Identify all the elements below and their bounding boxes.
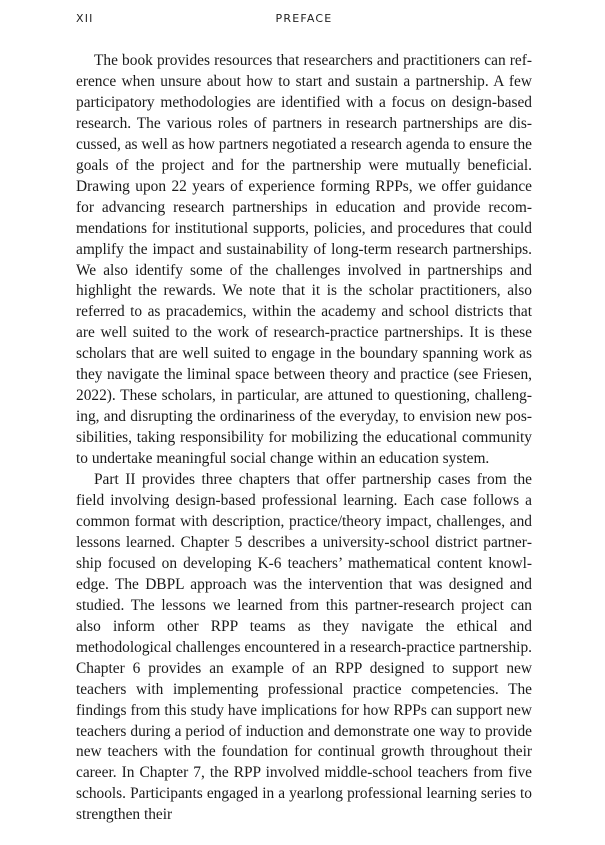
body-text bbox=[76, 51, 532, 826]
running-head bbox=[76, 12, 532, 28]
paragraph: Part II provides three chapters that offer partnership cases from the field involving design-based professional learning. Each case follows a common format with description, practice/theory impact, challenges, and lessons learned. Chapter 5 describes a university-school district partnership focused on developing K-6 teachers’ mathematical content knowledge. The DBPL approach was the intervention that was designed and studied. The lessons we learned from this partner-research project can also inform other RPP teams as they navigate the ethical and methodological challenges encountered in a research-practice partnership. Chapter 6 provides an example of an RPP designed to support new teachers with implementing professional practice competencies. The findings from this study have implications for how RPPs can support new teachers during a period of induction and demonstrate one way to provide new teachers with the foundation for continual growth throughout their career. In Chapter 7, the RPP involved middle-school teachers from five schools. Participants engaged in a yearlong professional learning series to strengthen their bbox=[76, 471, 532, 824]
paragraph: The book provides resources that researchers and practitioners can reference when unsure about how to start and sustain a partnership. A few participatory methodologies are identified with a focus on design-based research. The various roles of partners in research partnerships are discussed, as well as how partners negotiated a research agenda to ensure the goals of the project and for the partnership were mutually beneficial. Drawing upon 22 years of experience forming RPPs, we offer guidance for advancing research partnerships in education and provide recommendations for institutional supports, policies, and procedures that could amplify the impact and sustainability of long-term research partnerships. We also identify some of the challenges involved in partnerships and highlight the rewards. We note that it is the scholar practitioners, also referred to as pracademics, within the academy and school districts that are well suited to the work of research-practice partnerships. It is these scholars that are well suited to engage in the boundary spanning work as they navigate the liminal space between theory and practice (see Friesen, 2022). These scholars, in particular, are attuned to questioning, challenging, and disrupting the ordinariness of the everyday, to envision new possibilities, taking responsibility for mobilizing the educational community to undertake meaningful social change within an education system. bbox=[76, 52, 532, 468]
section-title: PREFACE bbox=[275, 12, 333, 25]
page-number: XII bbox=[76, 12, 94, 25]
